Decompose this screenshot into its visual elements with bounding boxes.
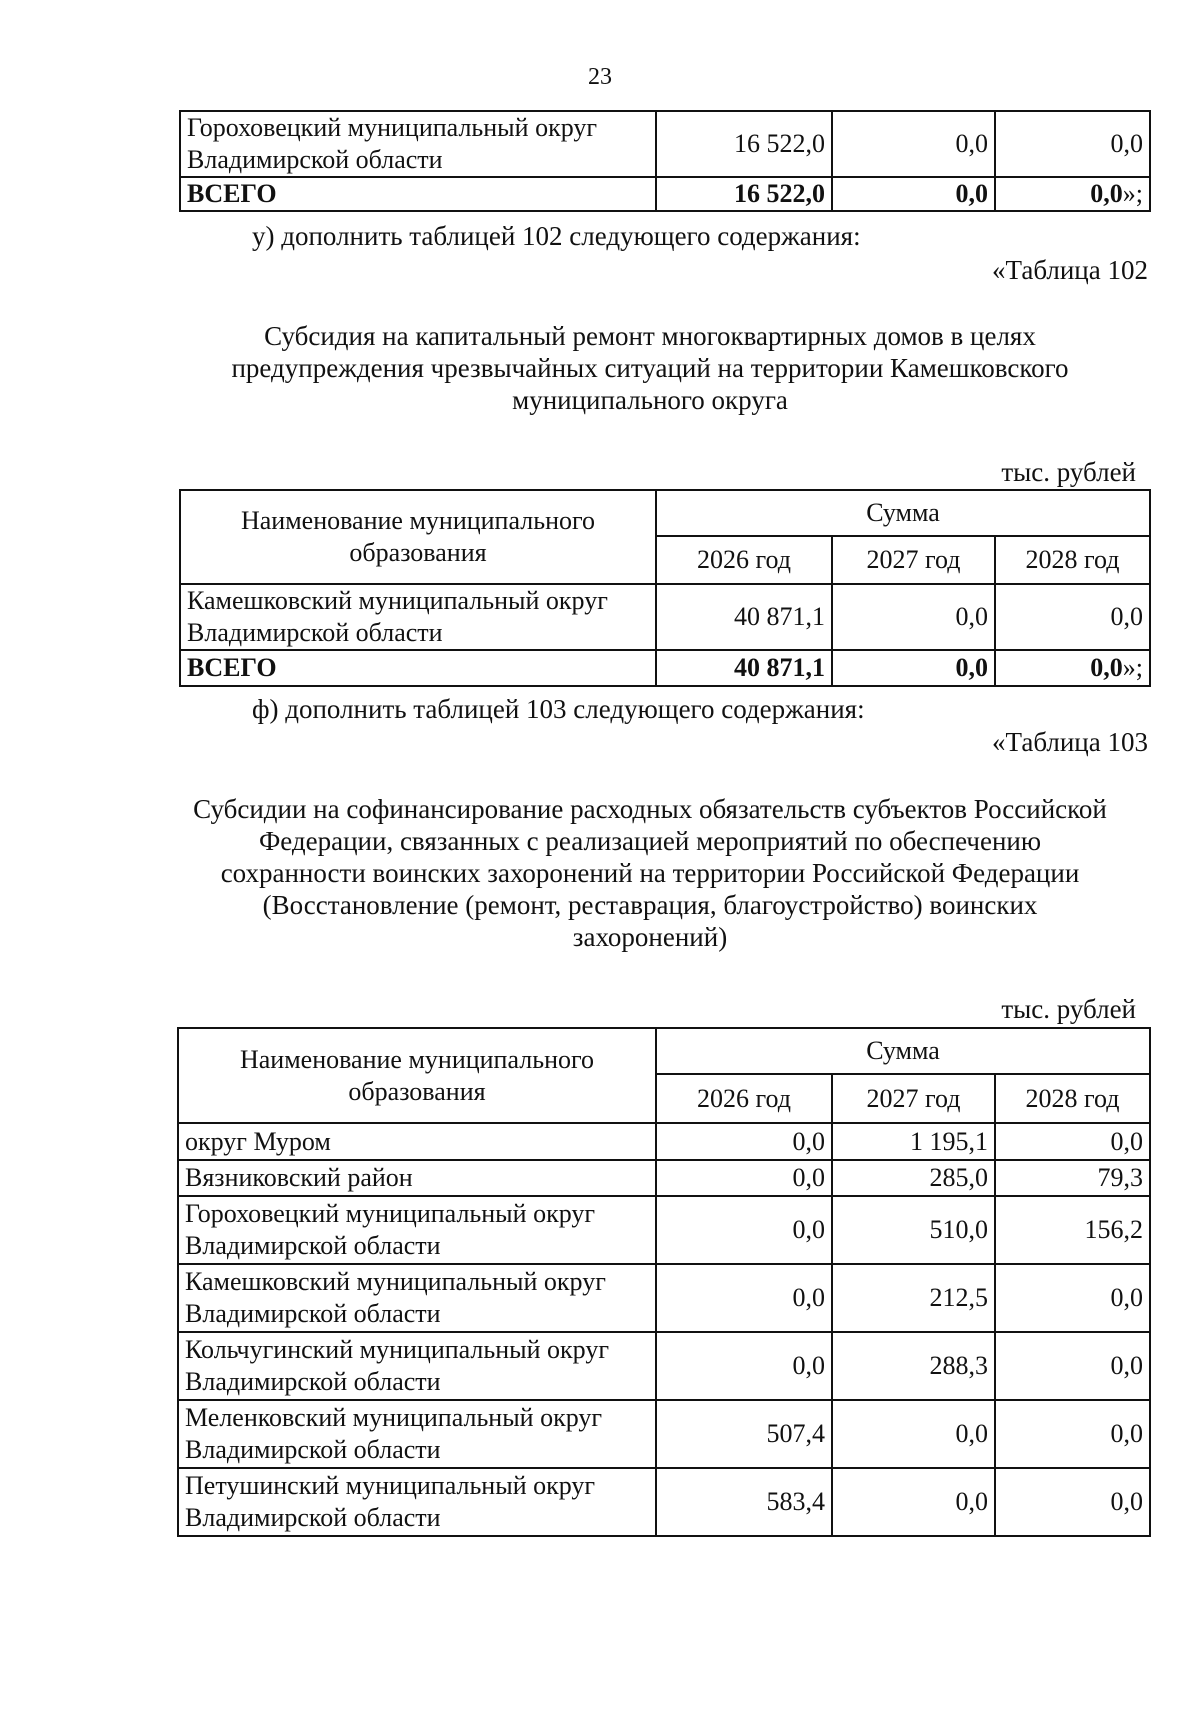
total-label: ВСЕГО: [180, 650, 656, 686]
value-2026: 0,0: [656, 1123, 832, 1160]
total-2027: 0,0: [832, 650, 995, 686]
value-2026: 16 522,0: [656, 111, 832, 177]
value-2027: 1 195,1: [832, 1123, 995, 1160]
table-103-label: «Таблица 103: [992, 727, 1148, 757]
unit-label: тыс. рублей: [1001, 994, 1136, 1024]
value-2028: 0,0: [995, 1123, 1150, 1160]
value-2026: 507,4: [656, 1400, 832, 1468]
unit-label: тыс. рублей: [1001, 457, 1136, 487]
header-row: [178, 1028, 1150, 1074]
item-u-text: у) дополнить таблицей 102 следующего содержания:: [252, 221, 861, 251]
header-2026: 2026 год: [656, 536, 832, 584]
total-row: [180, 650, 1150, 686]
table-103: [177, 1027, 1151, 1537]
value-2028: 79,3: [995, 1160, 1150, 1196]
table-continuation: [179, 110, 1151, 212]
value-2028: 156,2: [995, 1196, 1150, 1264]
value-2028: 0,0: [995, 1264, 1150, 1332]
table-102-label: «Таблица 102: [992, 255, 1148, 285]
header-2027: 2027 год: [832, 1074, 995, 1123]
value-2026: 583,4: [656, 1468, 832, 1536]
value-2027: 0,0: [832, 111, 995, 177]
municipality-name: округ Муром: [178, 1123, 656, 1160]
total-row: [180, 177, 1150, 211]
value-2028: 0,0: [995, 1468, 1150, 1536]
header-2028: 2028 год: [995, 1074, 1150, 1123]
value-2027: 0,0: [832, 1400, 995, 1468]
value-2027: 288,3: [832, 1332, 995, 1400]
table-row: [178, 1264, 1150, 1332]
table-row: [178, 1196, 1150, 1264]
municipality-name: Меленковский муниципальный округ Владимирской области: [178, 1400, 656, 1468]
table-102: [179, 489, 1151, 687]
table-102-title: Субсидия на капитальный ремонт многоквартирных домов в целях предупреждения чрезвычайных ситуаций на территории Камешковского муниципального округа: [231, 321, 1069, 415]
page-number: 23: [588, 64, 612, 90]
table-row: [178, 1123, 1150, 1160]
total-2028: 0,0»;: [995, 177, 1150, 211]
value-2027: 0,0: [832, 1468, 995, 1536]
table-row: [178, 1468, 1150, 1536]
value-2027: 0,0: [832, 584, 995, 650]
value-2026: 0,0: [656, 1332, 832, 1400]
total-2028: 0,0»;: [995, 650, 1150, 686]
municipality-name: Камешковский муниципальный округ Владимирской области: [180, 584, 656, 650]
value-2027: 212,5: [832, 1264, 995, 1332]
value-2027: 510,0: [832, 1196, 995, 1264]
header-2027: 2027 год: [832, 536, 995, 584]
header-2026: 2026 год: [656, 1074, 832, 1123]
value-2026: 0,0: [656, 1160, 832, 1196]
total-label: ВСЕГО: [180, 177, 656, 211]
municipality-name: Петушинский муниципальный округ Владимирской области: [178, 1468, 656, 1536]
total-2026: 16 522,0: [656, 177, 832, 211]
table-row: [180, 584, 1150, 650]
table-103-title: Субсидии на софинансирование расходных обязательств субъектов Российской Федерации, связанных с реализацией мероприятий по обеспечению сохранности воинских захоронений на территории Российской Федерации (Восстановление (ремонт, реставрация, благоустройство) воинских захоронений): [193, 794, 1107, 952]
table-row: [180, 111, 1150, 177]
municipality-name: Кольчугинский муниципальный округ Владимирской области: [178, 1332, 656, 1400]
value-2026: 0,0: [656, 1196, 832, 1264]
table-row: [178, 1400, 1150, 1468]
value-2028: 0,0: [995, 584, 1150, 650]
header-sum: Сумма: [656, 490, 1150, 536]
value-2028: 0,0: [995, 111, 1150, 177]
header-name: Наименование муниципального образования: [180, 490, 656, 584]
table-row: [178, 1160, 1150, 1196]
value-2028: 0,0: [995, 1332, 1150, 1400]
municipality-name: Гороховецкий муниципальный округ Владимирской области: [180, 111, 656, 177]
header-sum: Сумма: [656, 1028, 1150, 1074]
table-row: [178, 1332, 1150, 1400]
municipality-name: Камешковский муниципальный округ Владимирской области: [178, 1264, 656, 1332]
header-2028: 2028 год: [995, 536, 1150, 584]
value-2026: 0,0: [656, 1264, 832, 1332]
total-2027: 0,0: [832, 177, 995, 211]
header-name: Наименование муниципального образования: [178, 1028, 656, 1123]
header-row: [180, 490, 1150, 536]
total-2026: 40 871,1: [656, 650, 832, 686]
municipality-name: Вязниковский район: [178, 1160, 656, 1196]
municipality-name: Гороховецкий муниципальный округ Владимирской области: [178, 1196, 656, 1264]
value-2028: 0,0: [995, 1400, 1150, 1468]
value-2027: 285,0: [832, 1160, 995, 1196]
item-f-text: ф) дополнить таблицей 103 следующего содержания:: [252, 694, 865, 724]
value-2026: 40 871,1: [656, 584, 832, 650]
